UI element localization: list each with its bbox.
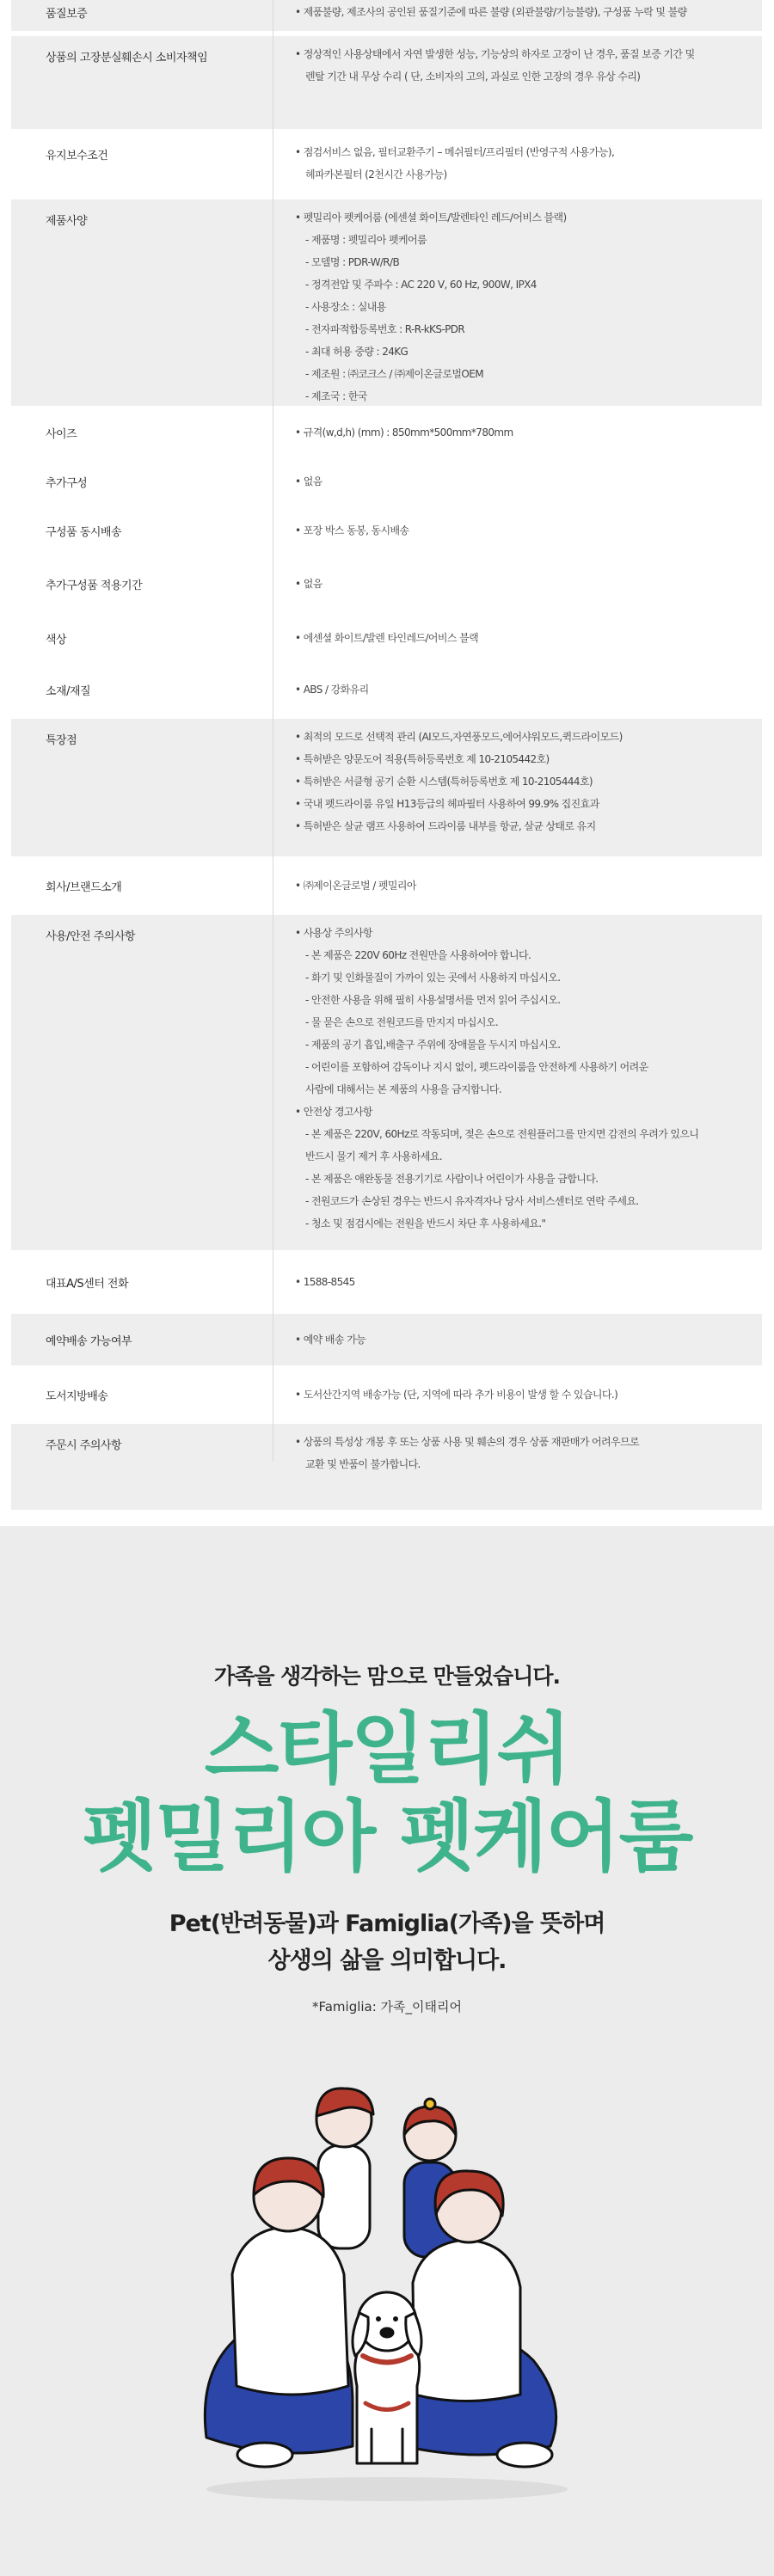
- spec-row-value-line: - 전자파적합등록번호 : R-R-kKS-PDR: [305, 323, 465, 335]
- family-with-dog-illustration: [172, 2059, 602, 2506]
- spec-row-value-line: - 어린이를 포함하여 감독이나 지시 없이, 펫드라이룸을 안전하게 사용하기 어려운: [305, 1061, 648, 1073]
- spec-row-label: 소재/재질: [46, 685, 91, 698]
- spec-row: [11, 1424, 762, 1510]
- spec-row: [11, 199, 762, 406]
- spec-row-value-line: 사람에 대해서는 본 제품의 사용을 금지합니다.: [305, 1083, 502, 1095]
- spec-row-value-line: • 최적의 모드로 선택적 관리 (AI모드,자연풍모드,에어샤워모드,퀵드라이모드): [295, 731, 623, 743]
- spec-row-value-line: • ㈜제이온글로벌 / 펫밀리아: [295, 880, 416, 892]
- spec-row-value: [295, 470, 745, 493]
- spec-row-label: 추가구성: [46, 477, 88, 490]
- spec-row-value-line: - 사용장소 : 실내용: [305, 301, 386, 313]
- spec-row-value-line: - 정격전압 및 주파수 : AC 220 V, 60 Hz, 900W, IPX4: [305, 279, 537, 291]
- spec-row-label: 추가구성품 적용기간: [46, 580, 143, 592]
- spec-row-value: [295, 141, 745, 186]
- spec-row-value-line: • 펫밀리아 펫케어룸 (에센셜 화이트/발렌타인 레드/어비스 블랙): [295, 212, 567, 224]
- spec-row-value: [295, 206, 745, 408]
- spec-row-label: 상품의 고장분실훼손시 소비자책임: [46, 52, 208, 64]
- spec-row-value-line: 반드시 물기 제거 후 사용하세요.: [305, 1150, 442, 1162]
- spec-row-label: 구성품 동시배송: [46, 526, 122, 539]
- spec-row-label: 주문시 주의사항: [46, 1439, 122, 1452]
- spec-row-value-line: - 제조원 : ㈜코크스 / ㈜제이온글로벌OEM: [305, 368, 483, 380]
- spec-row: [11, 0, 762, 31]
- spec-row-value: [295, 922, 745, 1235]
- spec-row-value-line: • 에센셜 화이트/발렌 타인레드/어비스 블랙: [295, 632, 479, 644]
- spec-row-value: [295, 627, 745, 649]
- spec-row-label: 도서지방배송: [46, 1390, 108, 1403]
- spec-row-value-line: 헤파카본필터 (2천시간 사용가능): [305, 169, 447, 181]
- spec-row-value-line: • 국내 펫드라이룸 유일 H13등급의 헤파필터 사용하여 99.9% 집진효과: [295, 798, 599, 810]
- promo-description-line-1: Pet(반려동물)과 Famiglia(가족)을 뜻하며: [169, 1911, 605, 1937]
- spec-row-label: 색상: [46, 634, 67, 647]
- spec-row-value: [295, 43, 745, 88]
- spec-row: [11, 616, 762, 660]
- spec-row-label: 사이즈: [46, 428, 77, 441]
- spec-row-value-line: - 제품의 공기 흡입,배출구 주위에 장애물을 두시지 마십시오.: [305, 1039, 561, 1051]
- spec-row-value-line: • 도서산간지역 배송가능 (단, 지역에 따라 추가 비용이 발생 할 수 있습니다.): [295, 1389, 618, 1401]
- spec-row-value-line: • 예약 배송 가능: [295, 1334, 366, 1346]
- spec-row: [11, 719, 762, 856]
- spec-row-label: 대표A/S센터 전화: [46, 1278, 129, 1291]
- promo-section: [0, 1526, 774, 2576]
- spec-row-value: [295, 1271, 745, 1293]
- spec-row-value-line: 렌탈 기간 내 무상 수리 ( 단, 소비자의 고의, 과실로 인한 고장의 경우 유상 수리): [305, 71, 641, 83]
- promo-footnote: *Famiglia: 가족_이태리어: [311, 1999, 463, 2015]
- spec-row-label: 제품사양: [46, 215, 88, 228]
- promo-tagline: 가족을 생각하는 맘으로 만들었습니다.: [213, 1664, 560, 1689]
- spec-row-value-line: - 물 묻은 손으로 전원코드를 만지지 마십시오.: [305, 1016, 499, 1028]
- spec-row-value-line: - 최대 허용 중량 : 24KG: [305, 346, 408, 358]
- spec-row: [11, 36, 762, 129]
- spec-row-value: [295, 1431, 745, 1475]
- spec-row-value-line: • 특허받은 양문도어 적용(특허등록번호 제 10-2105442호): [295, 753, 550, 765]
- spec-row: [11, 134, 762, 194]
- spec-row-label: 사용/안전 주의사항: [46, 930, 135, 943]
- spec-row: [11, 1371, 762, 1419]
- spec-row-value-line: - 전원코드가 손상된 경우는 반드시 유자격자나 당사 서비스센터로 연락 주세요.: [305, 1195, 639, 1207]
- spec-row-value-line: • 1588-8545: [295, 1276, 355, 1288]
- spec-row-value-line: • 제품불량, 제조사의 공인된 품질기준에 따른 불량 (외관불량/기능불량), 구성품 누락 및 불량: [295, 6, 687, 18]
- spec-row-value-line: - 제조국 : 한국: [305, 390, 367, 402]
- spec-row-label: 예약배송 가능여부: [46, 1335, 132, 1348]
- spec-row-value: [295, 1, 745, 23]
- spec-row-value-line: - 모델명 : PDR-W/R/B: [305, 256, 400, 268]
- promo-headline-line-1: 스타일리쉬: [204, 1704, 570, 1794]
- spec-row-value-line: • ABS / 강화유리: [295, 684, 369, 696]
- spec-row-value-line: • 없음: [295, 578, 322, 590]
- spec-row-label: 유지보수조건: [46, 150, 108, 163]
- spec-row: [11, 665, 762, 714]
- spec-row-label: 특장점: [46, 734, 77, 747]
- spec-row-value: [295, 519, 745, 542]
- promo-description-line-2: 상생의 삶을 의미합니다.: [267, 1947, 507, 1974]
- spec-row-value-line: - 본 제품은 220V, 60Hz로 작동되며, 젖은 손으로 전원플러그를 만지면 감전의 우려가 있으니: [305, 1128, 699, 1140]
- spec-row: [11, 862, 762, 910]
- spec-row-value-line: • 상품의 특성상 개봉 후 또는 상품 사용 및 훼손의 경우 상품 재판매가 어려우므로: [295, 1436, 640, 1448]
- spec-row-value: [295, 421, 745, 444]
- spec-row: [11, 459, 762, 504]
- spec-row-value-line: • 규격(w,d,h) (mm) : 850mm*500mm*780mm: [295, 426, 513, 439]
- spec-row-value-line: • 정상적인 사용상태에서 자연 발생한 성능, 기능상의 하자로 고장이 난 경우, 품질 보증 기간 및: [295, 48, 695, 60]
- spec-row-value: [295, 1383, 745, 1406]
- spec-row-value-line: - 본 제품은 애완동물 전용기기로 사람이나 어린이가 사용을 금합니다.: [305, 1173, 599, 1185]
- spec-row-value: [295, 726, 745, 837]
- spec-row-value: [295, 678, 745, 701]
- spec-row-value-line: • 점검서비스 없음, 필터교환주기 – 메쉬필터/프리필터 (반영구적 사용가능),: [295, 146, 615, 158]
- spec-row-value-line: • 특허받은 서클형 공기 순환 시스템(특허등록번호 제 10-2105444호): [295, 776, 593, 788]
- spec-row-label: 회사/브랜드소개: [46, 881, 122, 894]
- spec-row: [11, 1314, 762, 1365]
- spec-row-value-line: • 안전상 경고사항: [295, 1106, 372, 1118]
- spec-row-value-line: - 본 제품은 220V 60Hz 전원만을 사용하여야 합니다.: [305, 949, 531, 961]
- spec-row: [11, 509, 762, 552]
- spec-row-value: [295, 874, 745, 897]
- spec-row-value-line: • 사용상 주의사항: [295, 927, 372, 939]
- spec-row: [11, 915, 762, 1250]
- spec-row-value-line: • 특허받은 살균 램프 사용하여 드라이룸 내부를 항균, 살균 상태로 유지: [295, 820, 596, 832]
- spec-row-value: [295, 573, 745, 595]
- spec-row-label: 품질보증: [46, 8, 88, 21]
- spec-row-value-line: - 청소 및 점검시에는 전원을 반드시 차단 후 사용하세요.": [305, 1217, 546, 1230]
- promo-headline-line-2: 펫밀리아 펫케어룸: [82, 1792, 692, 1882]
- spec-row: [11, 557, 762, 610]
- spec-row-value-line: - 제품명 : 펫밀리아 펫케어룸: [305, 234, 427, 246]
- spec-row-value: [295, 1328, 745, 1351]
- spec-row: [11, 1255, 762, 1309]
- spec-row-value-line: • 없음: [295, 475, 322, 488]
- spec-row-value-line: - 화기 및 인화물질이 가까이 있는 곳에서 사용하지 마십시오.: [305, 972, 561, 984]
- spec-row-value-line: 교환 및 반품이 불가합니다.: [305, 1458, 421, 1470]
- spec-row: [11, 411, 762, 454]
- spec-row-value-line: - 안전한 사용을 위해 필히 사용설명서를 먼저 읽어 주십시오.: [305, 994, 561, 1006]
- spec-row-value-line: • 포장 박스 동봉, 동시배송: [295, 524, 409, 537]
